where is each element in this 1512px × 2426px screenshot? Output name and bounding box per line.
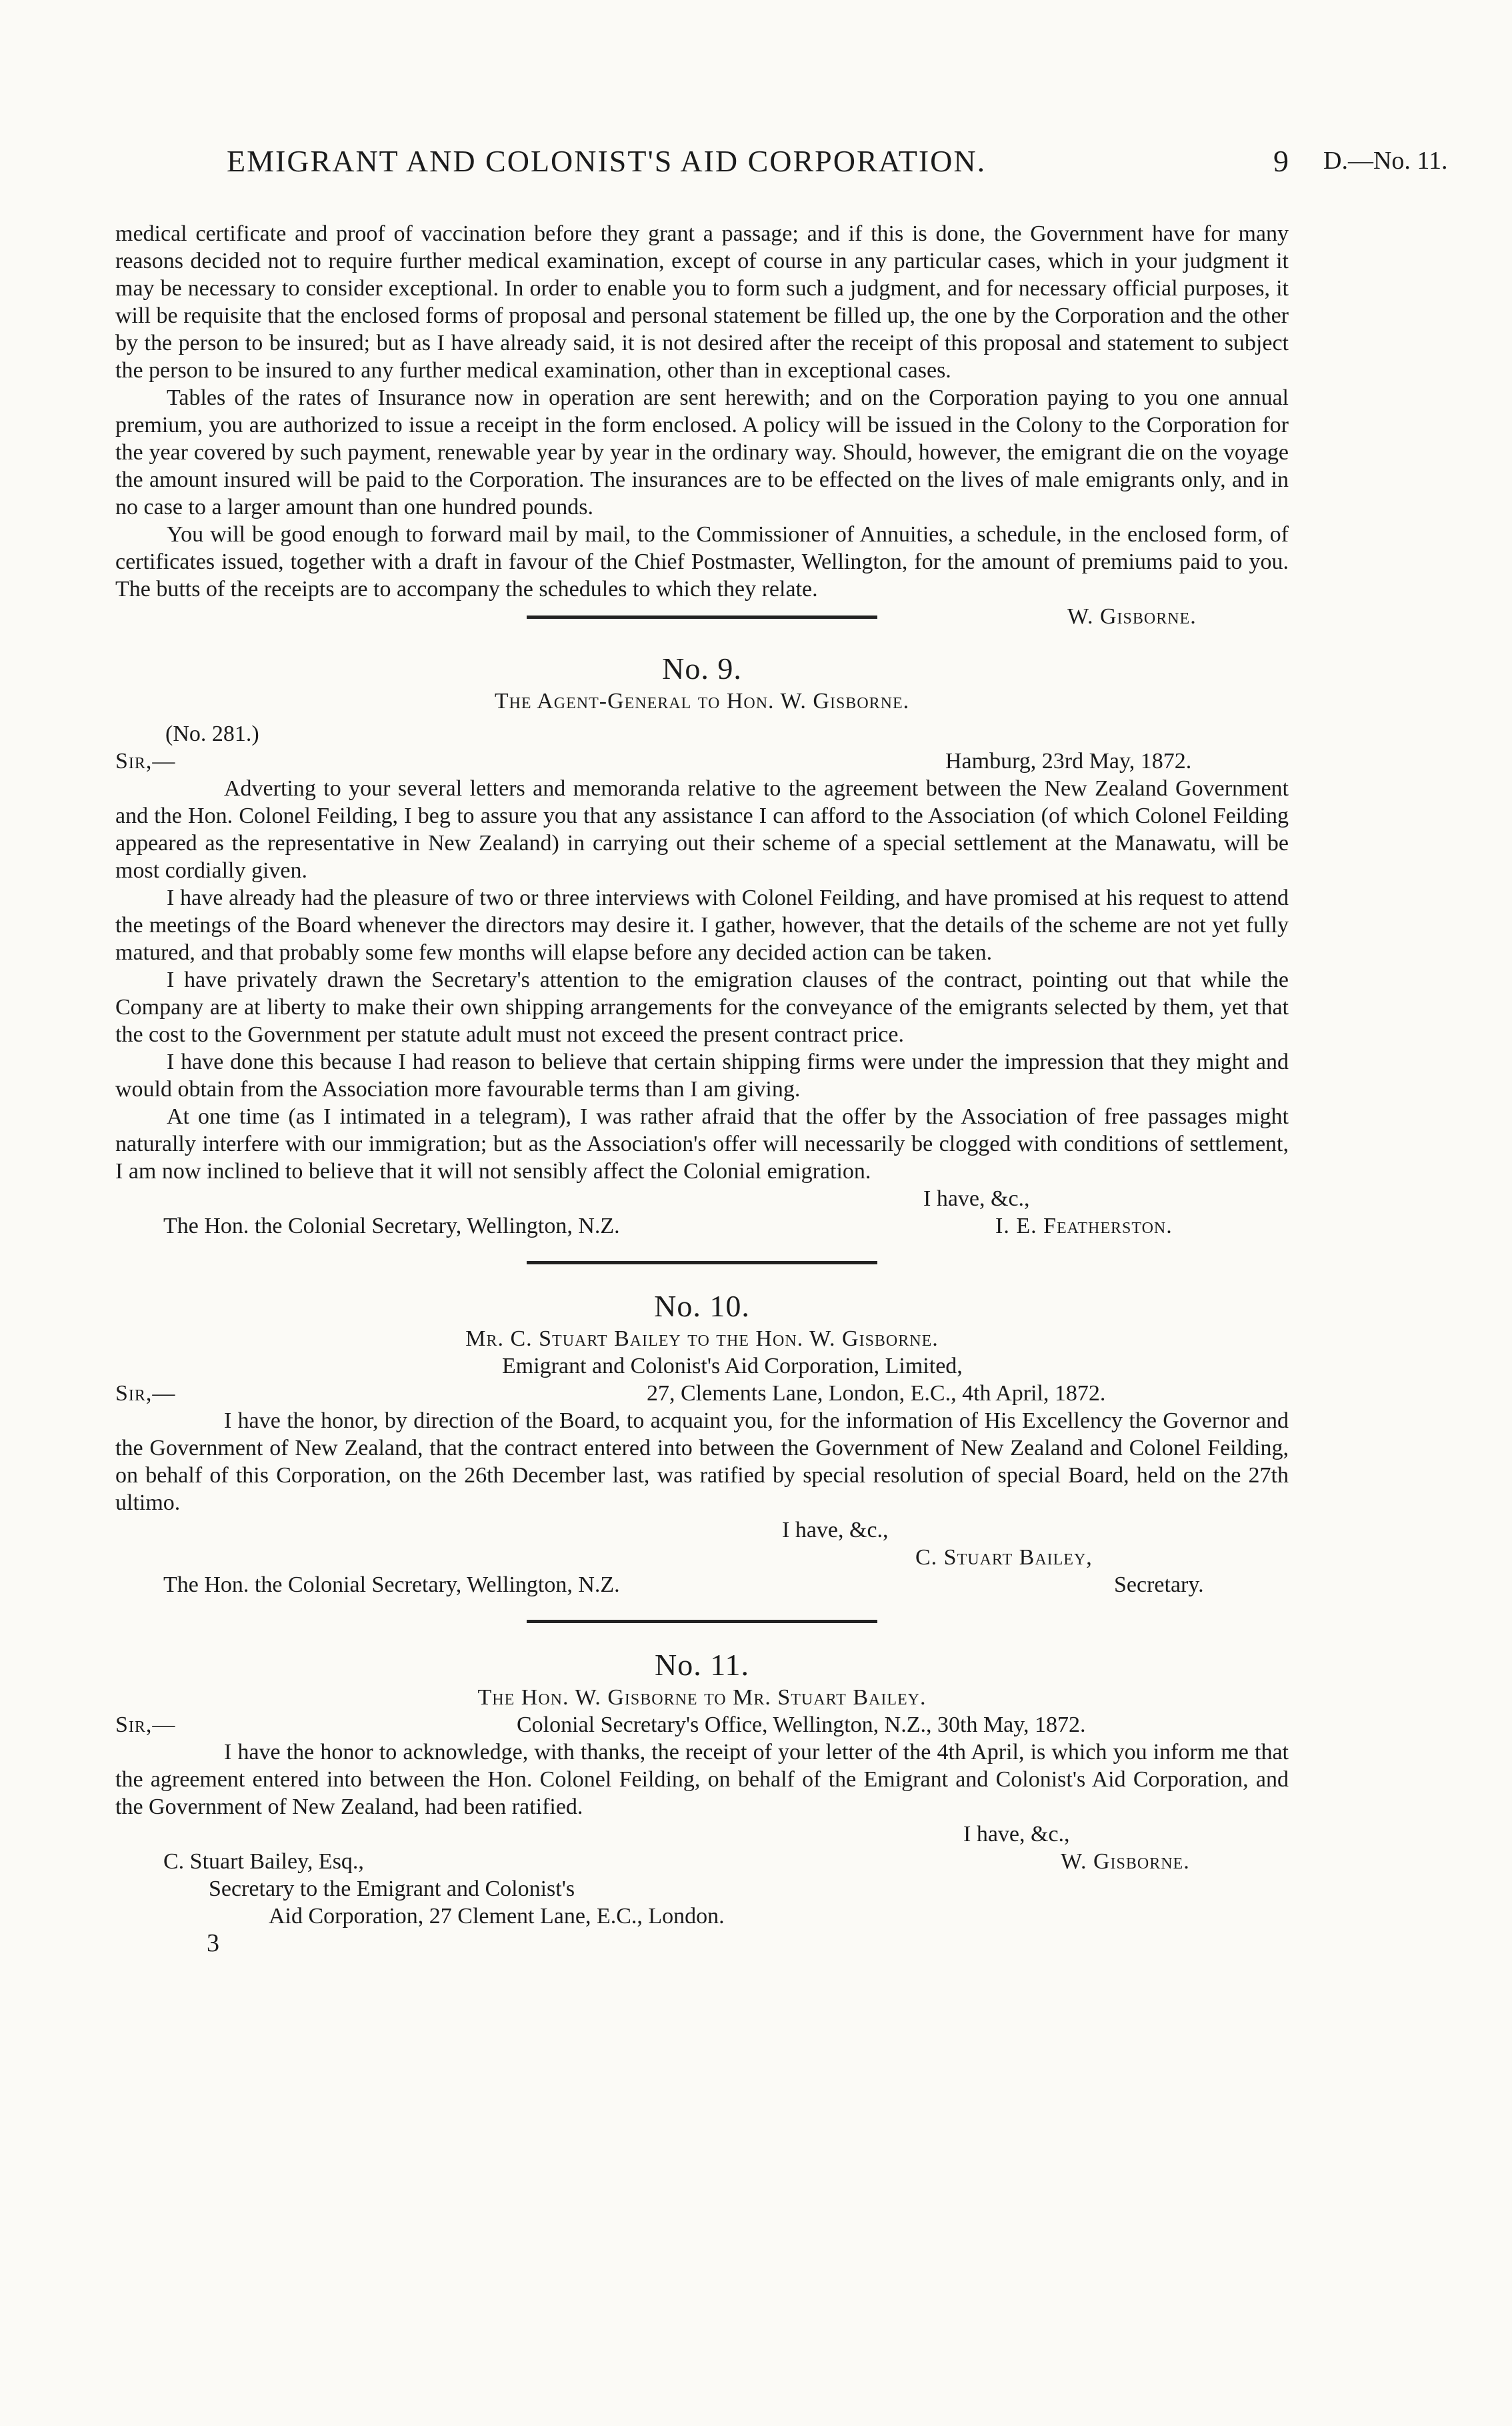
divider xyxy=(115,1240,1289,1288)
signatory-title: Secretary. xyxy=(1114,1572,1204,1597)
page-content xyxy=(115,220,1289,1961)
running-header xyxy=(0,143,1512,190)
document-reference: D.—No. 11. xyxy=(1323,147,1448,175)
letter-parties: The Hon. W. Gisborne to Mr. Stuart Bailey. xyxy=(477,1685,927,1710)
paragraph: Tables of the rates of Insurance now in operation are sent herewith; and on the Corporation paying to you one annual premium, you are authorized to issue a receipt in the form enclosed. A policy will be issued in the Colony to the Corporation for the year covered by such payment, renewable year by year in the ordinary way. Should, however, the emigrant die on the voyage the amount insured will be paid to the Corporation. The insurances are to be effected on the lives of male emigrants only, and in no case to a larger amount than one hundred pounds. xyxy=(115,385,1289,519)
paragraph: medical certificate and proof of vaccination before they grant a passage; and if this is done, the Government have for many reasons decided not to require further medical examination, except of course in any particular cases, which in your judgment it may be necessary to consider exceptional. In order to enable you to form such a judgment, and for necessary official purposes, it will be requisite that the enclosed forms of proposal and personal statement be filled up, the one by the Corporation and the other by the person to be insured; but as I have already said, it is not desired after the receipt of this proposal and statement to subject the person to be insured to any further medical examination, other than in exceptional cases. xyxy=(115,221,1289,383)
signature: I. E. Featherston. xyxy=(995,1214,1173,1238)
page-number: 9 xyxy=(1273,144,1289,178)
paragraph: I have privately drawn the Secretary's attention to the emigration clauses of the contract, pointing out that while the Company are at liberty to make their own shipping arrangements for the conveyance of the emigrants selected by them, yet that the cost to the Government per statute adult must not exceed the present contract price. xyxy=(115,968,1289,1047)
addressee: The Hon. the Colonial Secretary, Wellington, N.Z. xyxy=(163,1572,620,1597)
previous-letter xyxy=(115,220,1289,630)
place-date: Colonial Secretary's Office, Wellington, N.Z., 30th May, 1872. xyxy=(517,1712,1086,1737)
signature: C. Stuart Bailey, xyxy=(915,1545,1093,1570)
closing-row xyxy=(115,1185,1289,1212)
paragraph: I have the honor to acknowledge, with thanks, the receipt of your letter of the 4th April, is which you inform me that the agreement entered into between the Hon. Colonel Feilding, on behalf of the Emigrant and Colonist's Aid Corporation, and the Government of New Zealand, had been ratified. xyxy=(115,1740,1289,1819)
salutation-row xyxy=(115,748,1289,775)
addressee: Secretary to the Emigrant and Colonist's xyxy=(209,1877,575,1901)
letter-reference: (No. 281.) xyxy=(165,722,259,746)
letter-parties: The Agent-General to Hon. W. Gisborne. xyxy=(494,689,910,714)
addressee-row-3 xyxy=(115,1903,1289,1930)
closing-row xyxy=(115,1821,1289,1848)
address-line: Emigrant and Colonist's Aid Corporation, Limited, xyxy=(502,1354,963,1378)
paragraph: At one time (as I intimated in a telegram), I was rather afraid that the offer by the Association of free passages might naturally interfere with our immigration; but as the Association's offer will necessarily be clogged with conditions of settlement, I am now inclined to believe that it will not sensibly affect the Colonial emigration. xyxy=(115,1104,1289,1184)
header-title: EMIGRANT AND COLONIST'S AID CORPORATION. xyxy=(227,144,987,178)
addressee: The Hon. the Colonial Secretary, Wellington, N.Z. xyxy=(163,1214,620,1238)
letter-number: No. 11. xyxy=(654,1648,749,1682)
signature-mark: 3 xyxy=(207,1929,219,1957)
salutation: Sir,— xyxy=(115,1712,176,1737)
letter-no-10 xyxy=(115,1288,1289,1598)
salutation: Sir,— xyxy=(115,749,176,774)
divider xyxy=(115,630,1289,650)
paragraph: You will be good enough to forward mail by mail, to the Commissioner of Annuities, a schedule, in the enclosed form, of certificates issued, together with a draft in favour of the Chief Postmaster, Wellington, for the amount of premiums paid to you. The butts of the receipts are to accompany the schedules to which they relate. xyxy=(115,522,1289,601)
paragraph: I have already had the pleasure of two or three interviews with Colonel Feilding, and have promised at his request to attend the meetings of the Board whenever the directors may desire it. I gather, however, that the details of the scheme are not yet fully matured, and that probably some few months will elapse before any decided action can be taken. xyxy=(115,886,1289,965)
signature-row xyxy=(115,1544,1289,1571)
signature: W. Gisborne. xyxy=(1061,1849,1190,1874)
closing-row xyxy=(115,1516,1289,1544)
salutation: Sir,— xyxy=(115,1381,176,1406)
salutation-row xyxy=(115,1711,1289,1738)
address-line: 27, Clements Lane, London, E.C., 4th April, 1872. xyxy=(647,1381,1106,1406)
paragraph: I have done this because I had reason to believe that certain shipping firms were under the impression that they might and would obtain from the Association more favourable terms than I am giving. xyxy=(115,1050,1289,1102)
paragraph: I have the honor, by direction of the Board, to acquaint you, for the information of His Excellency the Governor and the Government of New Zealand, that the contract entered into between the Government of New Zealand and Colonel Feilding, on behalf of this Corporation, on the 26th December last, was ratified by special resolution of special Board, held on the 27th ultimo. xyxy=(115,1408,1289,1515)
addressee-signature-row xyxy=(115,1212,1289,1240)
paragraph: Adverting to your several letters and memoranda relative to the agreement between the New Zealand Government and the Hon. Colonel Feilding, I beg to assure you that any assistance I can afford to the Association (of which Colonel Feilding appeared as the representative in New Zealand) in carrying out their scheme of a special settlement at the Manawatu, will be most cordially given. xyxy=(115,776,1289,883)
addressee-row-2 xyxy=(115,1875,1289,1903)
ref-row xyxy=(115,720,1289,748)
place-date: Hamburg, 23rd May, 1872. xyxy=(945,749,1192,774)
addressee-signature-row xyxy=(115,1848,1289,1875)
addressee: Aid Corporation, 27 Clement Lane, E.C., London. xyxy=(269,1904,725,1929)
closing: I have, &c., xyxy=(923,1186,1030,1211)
footer-row xyxy=(115,1930,1289,1961)
closing: I have, &c., xyxy=(963,1822,1070,1847)
address-row-1 xyxy=(115,1352,1289,1380)
letter-no-9 xyxy=(115,650,1289,1240)
letter-number: No. 10. xyxy=(654,1289,750,1323)
divider xyxy=(115,1598,1289,1646)
addressee-title-row xyxy=(115,1571,1289,1598)
letter-no-11 xyxy=(115,1646,1289,1961)
closing: I have, &c., xyxy=(782,1518,889,1542)
addressee: C. Stuart Bailey, Esq., xyxy=(163,1849,364,1874)
signature: W. Gisborne. xyxy=(1067,604,1197,629)
letter-parties: Mr. C. Stuart Bailey to the Hon. W. Gisborne. xyxy=(465,1326,939,1351)
letter-number: No. 9. xyxy=(662,652,742,686)
salutation-row xyxy=(115,1380,1289,1407)
